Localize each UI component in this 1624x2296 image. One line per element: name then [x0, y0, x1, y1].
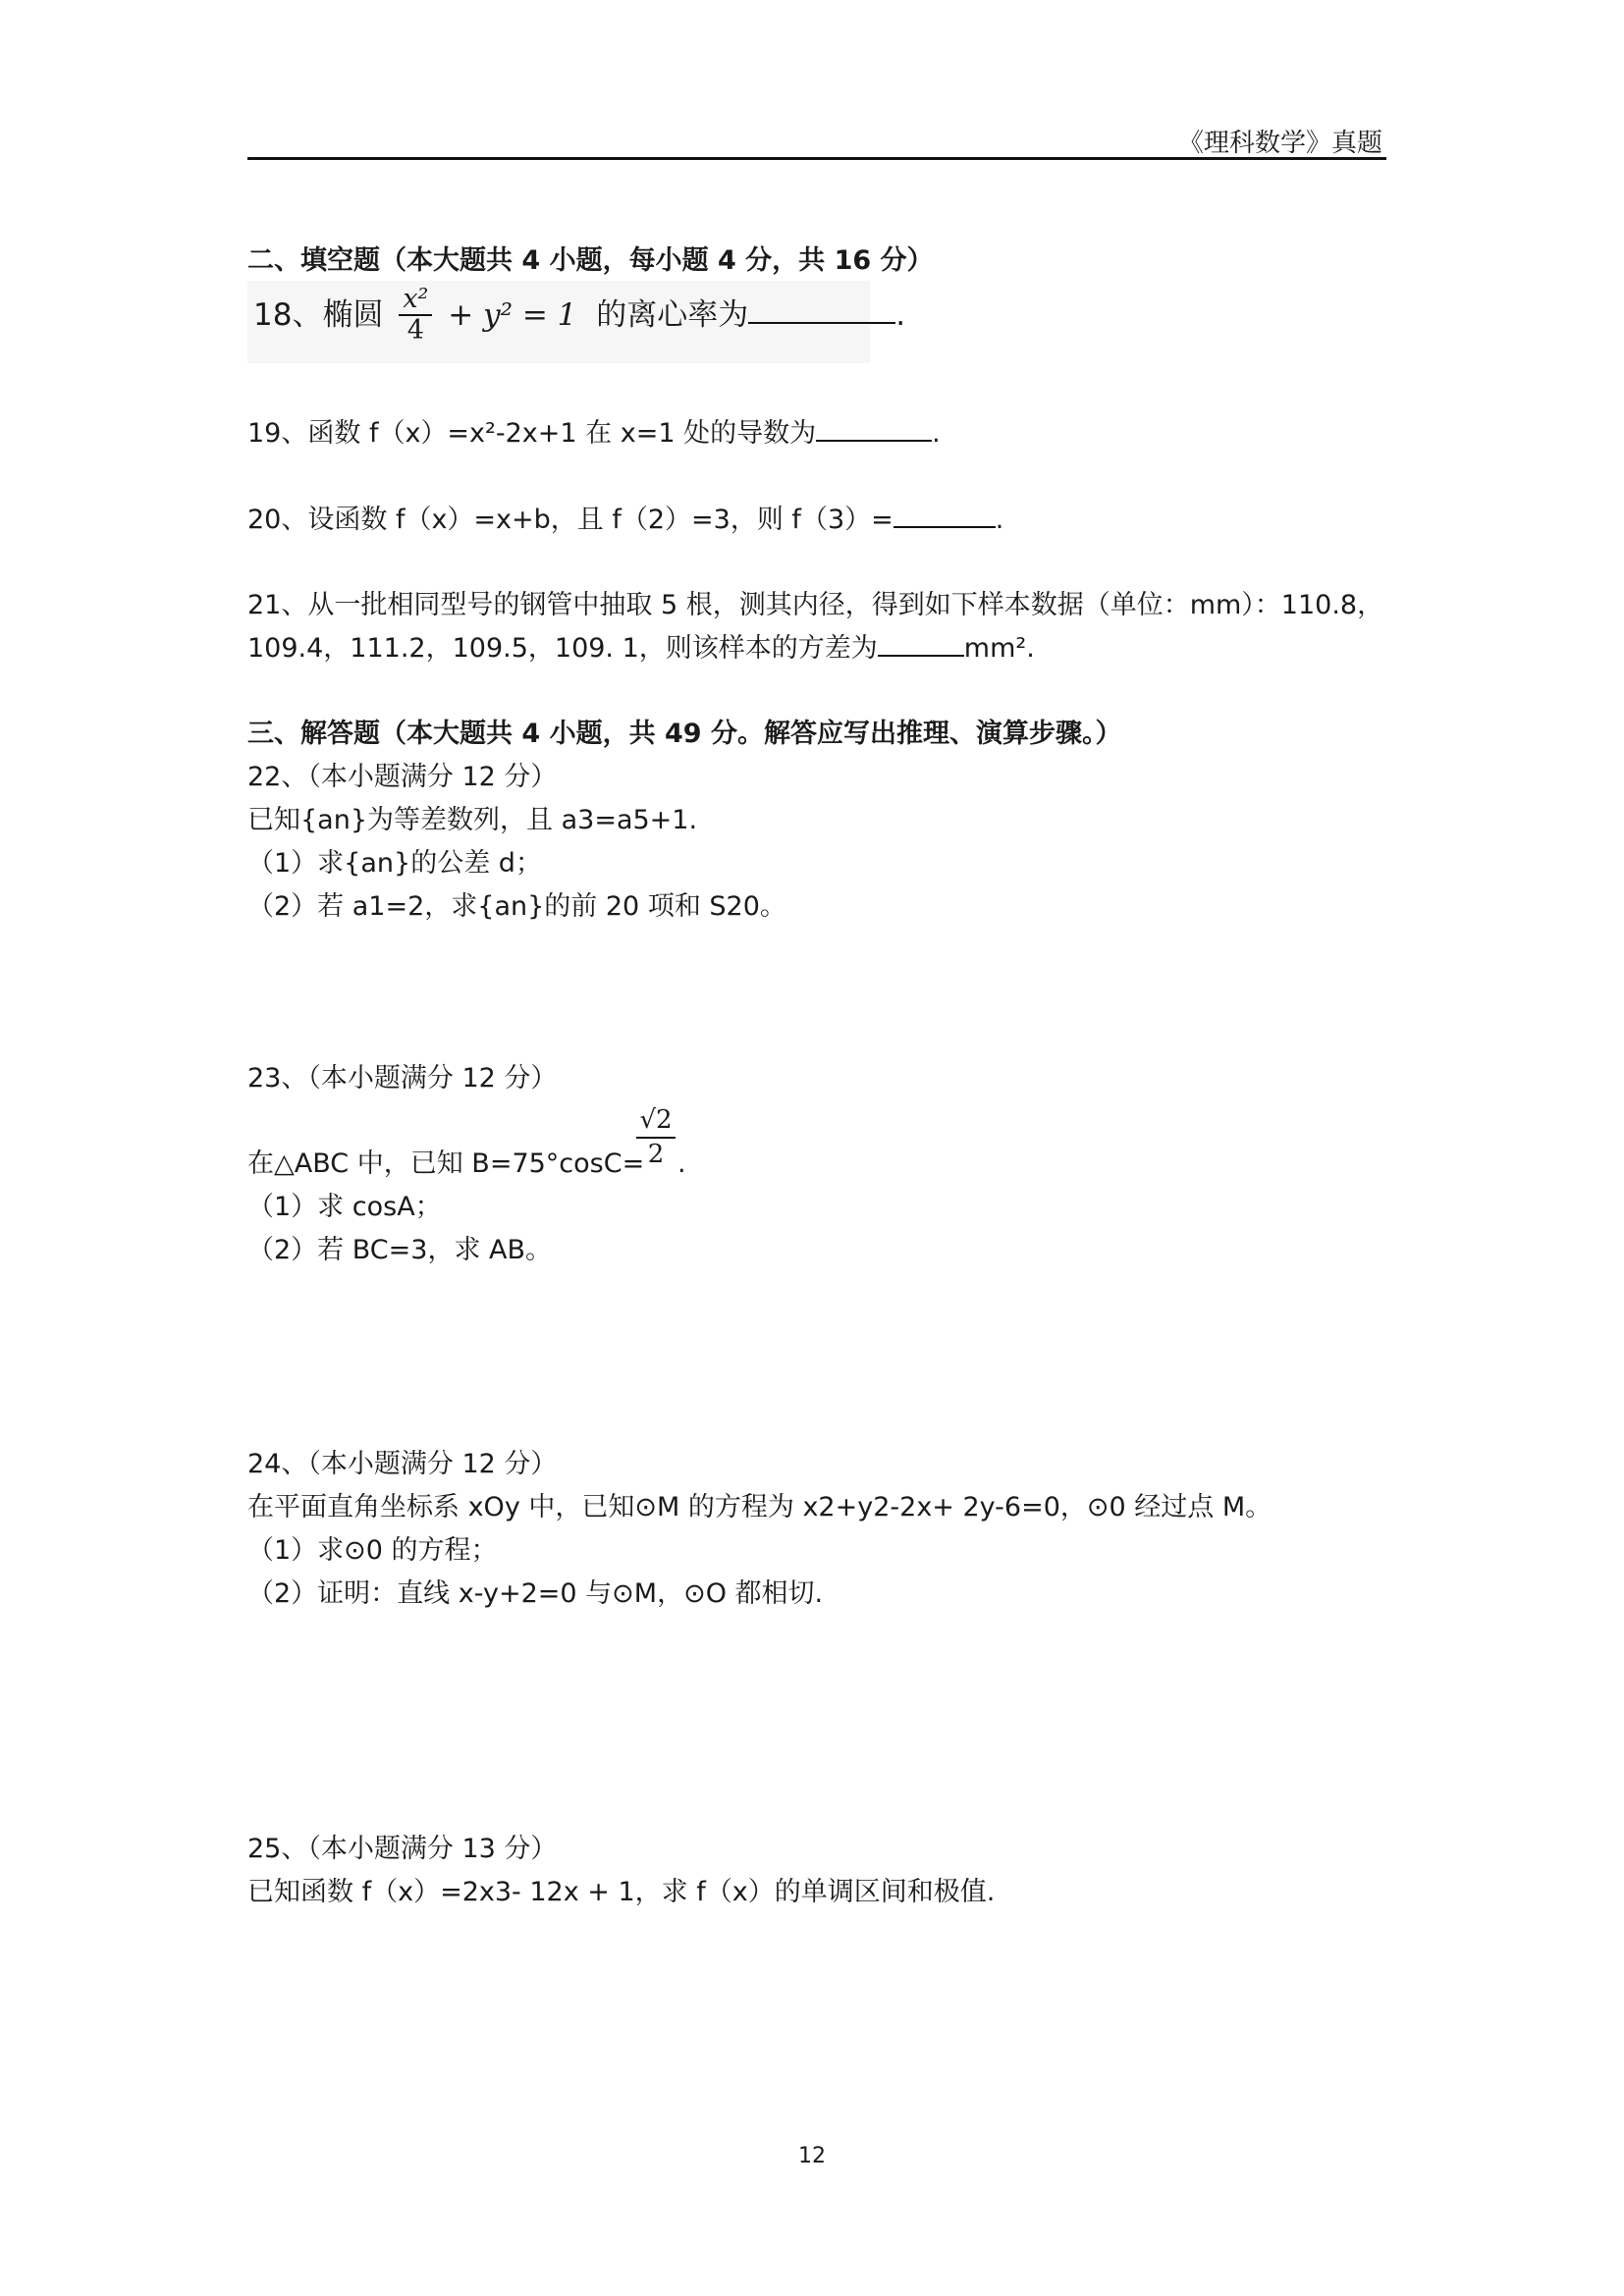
q20-answer-blank[interactable]	[893, 503, 996, 528]
header-rule	[247, 157, 1386, 160]
q25-title: 25、（本小题满分 13 分）	[247, 1834, 558, 1864]
q23-frac-den: 2	[647, 1140, 665, 1169]
page-number: 12	[798, 2144, 826, 2168]
section-2-heading: 二、填空题（本大题共 4 小题，每小题 4 分，共 16 分）	[247, 245, 934, 276]
q21-answer-blank[interactable]	[878, 631, 964, 657]
q21-line2-text: 109.4，111.2，109.5，109. 1，则该样本的方差为	[247, 633, 878, 664]
q18-frac-num: x²	[399, 285, 432, 316]
q18-end: .	[895, 297, 906, 333]
q23-title: 23、（本小题满分 12 分）	[247, 1063, 558, 1094]
q21-line1: 21、从一批相同型号的钢管中抽取 5 根，测其内径，得到如下样本数据（单位：mm）：110.8，	[247, 590, 1384, 620]
q22-part2: （2）若 a1=2，求{an}的前 20 项和 S20。	[247, 891, 786, 922]
section-3-heading: 三、解答题（本大题共 4 小题，共 49 分。解答应写出推理、演算步骤。）	[247, 719, 1122, 749]
q22-title: 22、（本小题满分 12 分）	[247, 762, 558, 792]
q20-end: .	[995, 505, 1004, 535]
q21-line2	[247, 631, 1035, 667]
q24-part2: （2）证明：直线 x-y+2=0 与⊙M，⊙O 都相切.	[247, 1578, 824, 1609]
q20	[247, 503, 1003, 538]
q22-stem: 已知{an}为等差数列，且 a3=a5+1.	[247, 805, 698, 835]
q24-part1: （1）求⊙0 的方程；	[247, 1535, 498, 1566]
q22-part1: （1）求{an}的公差 d；	[247, 848, 542, 879]
q24-stem: 在平面直角坐标系 xOy 中，已知⊙M 的方程为 x2+y2-2x+ 2y-6=0，⊙0 经过点 M。	[247, 1492, 1272, 1522]
q23-fraction	[636, 1103, 676, 1170]
q24-title: 24、（本小题满分 12 分）	[247, 1449, 558, 1479]
q18-equation-rest: + y² = 1	[448, 297, 577, 333]
q23-stem-end: .	[677, 1148, 686, 1179]
q18-frac-den: 4	[406, 315, 424, 346]
q19-answer-blank[interactable]	[816, 416, 932, 442]
q18-answer-blank[interactable]	[748, 294, 895, 324]
q19	[247, 416, 941, 452]
q23-stem: 在△ABC 中，已知 B=75°cosC=	[247, 1148, 645, 1179]
q21-line2-end: mm².	[963, 633, 1035, 664]
q23-part1: （1）求 cosA；	[247, 1192, 442, 1222]
q19-text: 19、函数 f（x）=x²-2x+1 在 x=1 处的导数为	[247, 418, 817, 449]
q23-part2: （2）若 BC=3，求 AB。	[247, 1235, 553, 1265]
q18-prefix: 18、椭圆	[253, 297, 384, 333]
q18	[253, 285, 905, 346]
q20-text: 20、设函数 f（x）=x+b，且 f（2）=3，则 f（3）=	[247, 505, 893, 535]
q25-stem: 已知函数 f（x）=2x3- 12x + 1，求 f（x）的单调区间和极值.	[247, 1877, 996, 1907]
q23-frac-num: √2	[636, 1103, 676, 1139]
q18-fraction	[399, 285, 432, 346]
header-title: 《理科数学》真题	[1177, 129, 1382, 158]
q18-suffix: 的离心率为	[596, 297, 749, 333]
q19-end: .	[932, 418, 941, 449]
